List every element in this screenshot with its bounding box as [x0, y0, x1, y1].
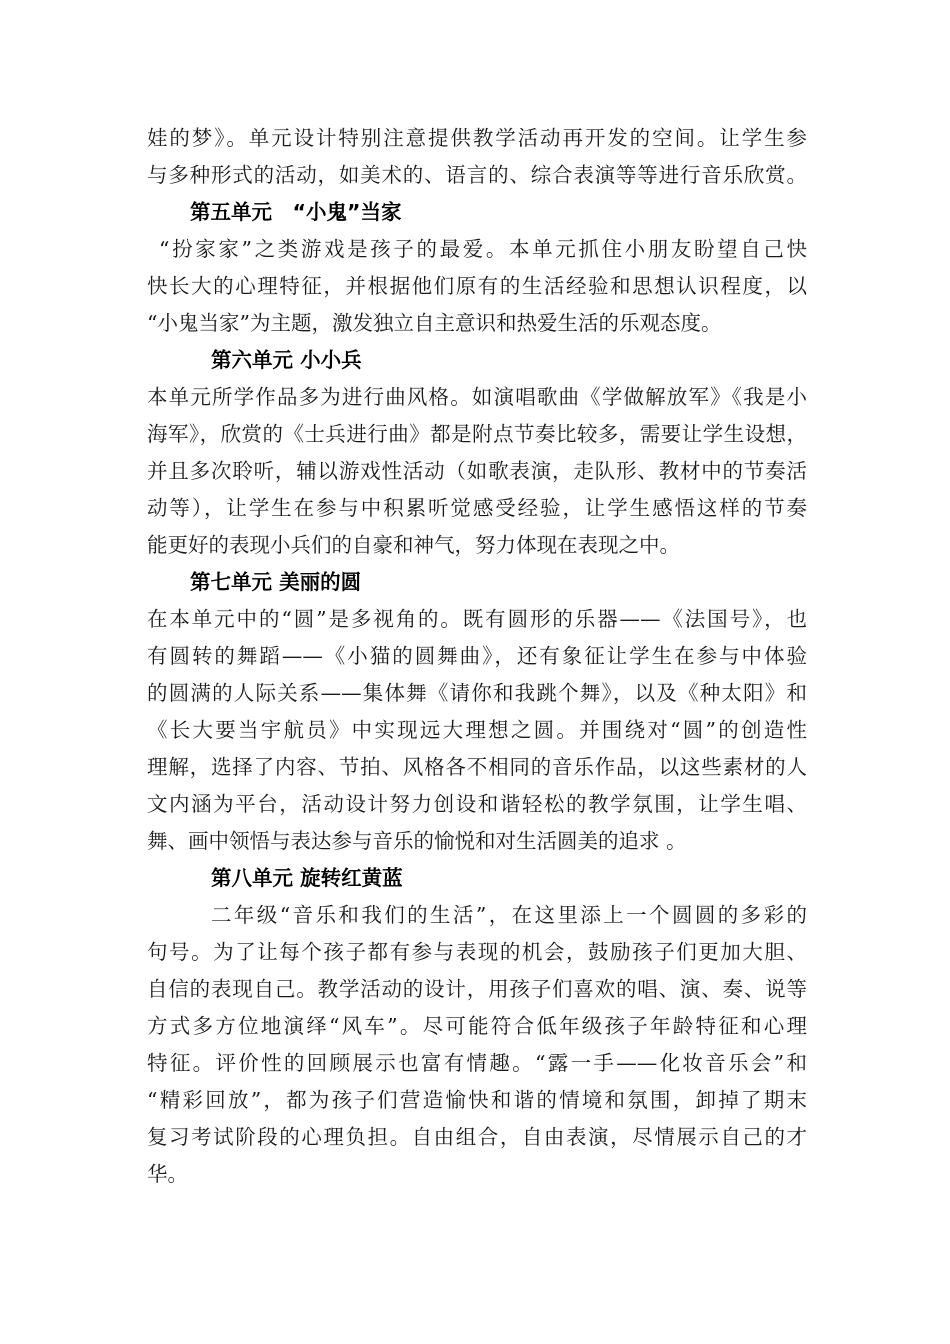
paragraph-line: 方式多方位地演绎“风车”。尽可能符合低年级孩子年龄特征和心理 — [147, 1014, 807, 1038]
paragraph-line: 二年级“音乐和我们的生活”，在这里添上一个圆圆的多彩的 — [211, 903, 807, 927]
paragraph-line: 能更好的表现小兵们的自豪和神气，努力体现在表现之中。 — [147, 533, 680, 557]
paragraph-line: 海军》，欣赏的《士兵进行曲》都是附点节奏比较多，需要让学生设想， — [147, 422, 807, 446]
paragraph-line: 本单元所学作品多为进行曲风格。如演唱歌曲《学做解放军》《我是小 — [147, 385, 807, 409]
paragraph-line: 句号。为了让每个孩子都有参与表现的机会，鼓励孩子们更加大胆、 — [147, 940, 807, 964]
paragraph-line: 动等），让学生在参与中积累听觉感受经验，让学生感悟这样的节奏 — [147, 496, 807, 520]
paragraph-line: 的圆满的人际关系——集体舞《请你和我跳个舞》，以及《种太阳》和 — [147, 681, 807, 705]
paragraph-line: 娃的梦》。单元设计特别注意提供教学活动再开发的空间。让学生参 — [147, 126, 807, 150]
paragraph-line: “精彩回放”，都为孩子们营造愉快和谐的情境和氛围，卸掉了期末 — [147, 1088, 807, 1112]
paragraph-line: 华。 — [147, 1162, 188, 1186]
paragraph-line: 《长大要当宇航员》中实现远大理想之圆。并围绕对“圆”的创造性 — [147, 718, 807, 742]
section-heading-unit-7: 第七单元 美丽的圆 — [190, 570, 362, 594]
paragraph-line: 复习考试阶段的心理负担。自由组合，自由表演，尽情展示自己的才 — [147, 1125, 807, 1149]
section-heading-unit-5: 第五单元 “小鬼”当家 — [190, 200, 402, 224]
paragraph-line: “小鬼当家”为主题，激发独立自主意识和热爱生活的乐观态度。 — [147, 311, 722, 335]
section-heading-unit-6: 第六单元 小小兵 — [211, 348, 362, 372]
paragraph-line: 有圆转的舞蹈——《小猫的圆舞曲》，还有象征让学生在参与中体验 — [147, 644, 807, 668]
paragraph-line: 文内涵为平台，活动设计努力创设和谐轻松的教学氛围，让学生唱、 — [147, 792, 807, 816]
paragraph-line: 特征。评价性的回顾展示也富有情趣。“露一手——化妆音乐会”和 — [147, 1051, 807, 1075]
paragraph-line: 舞、画中领悟与表达参与音乐的愉悦和对生活圆美的追求 。 — [147, 829, 687, 853]
paragraph-line: 在本单元中的“圆”是多视角的。既有圆形的乐器——《法国号》，也 — [147, 607, 807, 631]
paragraph-line: 快长大的心理特征，并根据他们原有的生活经验和思想认识程度，以 — [147, 274, 807, 298]
paragraph-line: 自信的表现自己。教学活动的设计，用孩子们喜欢的唱、演、奏、说等 — [147, 977, 807, 1001]
paragraph-line: 并且多次聆听，辅以游戏性活动（如歌表演，走队形、教材中的节奏活 — [147, 459, 807, 483]
paragraph-line: 理解，选择了内容、节拍、风格各不相同的音乐作品，以这些素材的人 — [147, 755, 807, 779]
paragraph-line: “扮家家”之类游戏是孩子的最爱。本单元抓住小朋友盼望自己快 — [159, 237, 807, 261]
section-heading-unit-8: 第八单元 旋转红黄蓝 — [211, 866, 403, 890]
paragraph-line: 与多种形式的活动，如美术的、语言的、综合表演等等进行音乐欣赏。 — [147, 163, 807, 187]
